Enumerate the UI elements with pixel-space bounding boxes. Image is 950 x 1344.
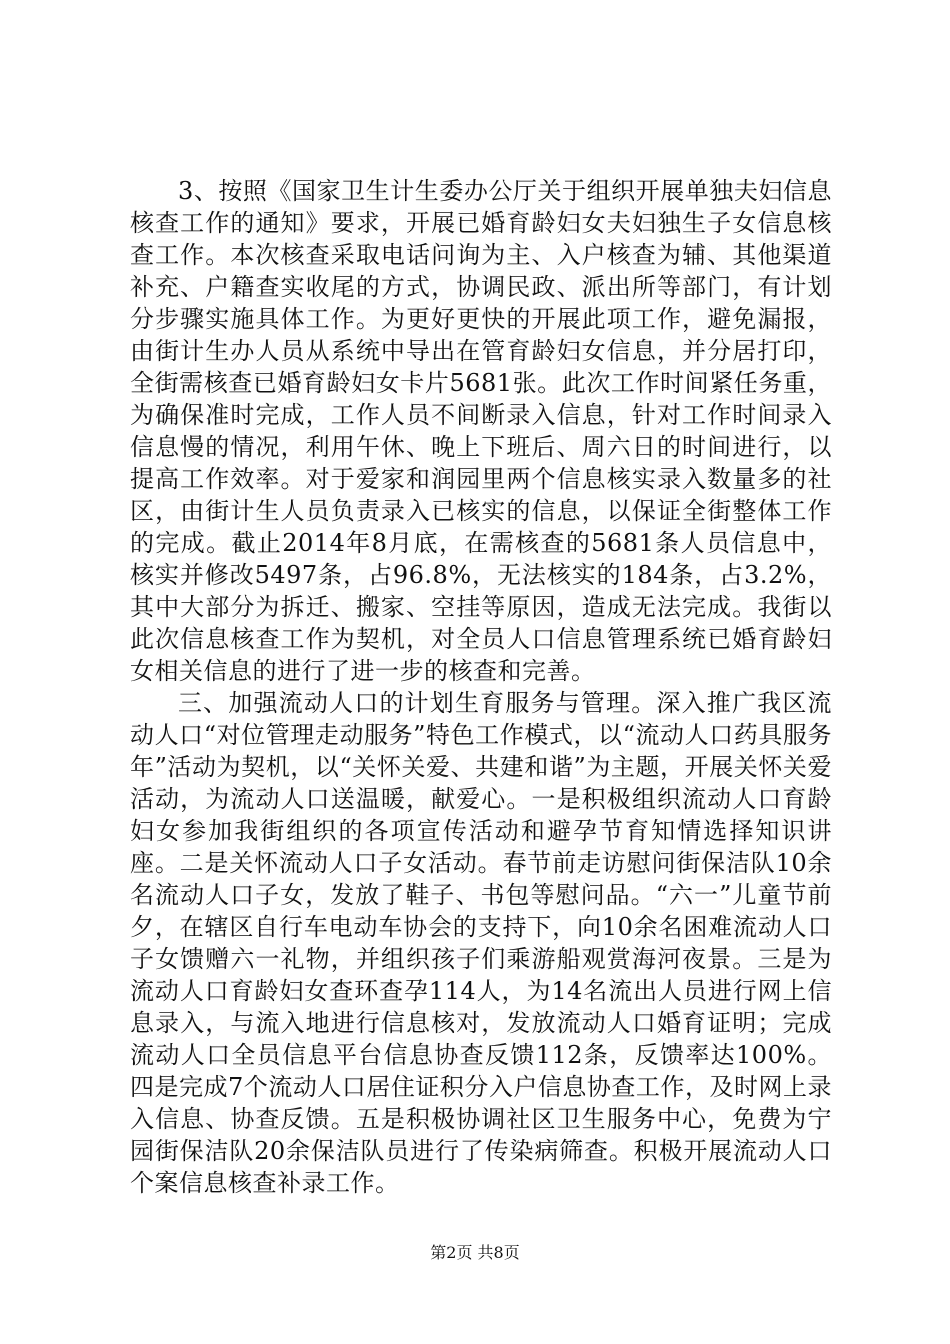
document-body	[130, 175, 832, 1199]
page-footer: 第2页 共8页	[430, 1243, 520, 1262]
paragraph-floating-population: 三、加强流动人口的计划生育服务与管理。深入推广我区流动人口“对位管理走动服务”特色工作模式，以“流动人口药具服务年”活动为契机，以“关怀关爱、共建和谐”为主题，开展关怀关爱活动，为流动人口送温暖，献爱心。一是积极组织流动人口育龄妇女参加我街组织的各项宣传活动和避孕节育知情选择知识讲座。二是关怀流动人口子女活动。春节前走访慰问街保洁队10余名流动人口子女，发放了鞋子、书包等慰问品。“六一”儿童节前夕，在辖区自行车电动车协会的支持下，向10余名困难流动人口子女馈赠六一礼物，并组织孩子们乘游船观赏海河夜景。三是为流动人口育龄妇女查环查孕114人，为14名流出人员进行网上信息录入，与流入地进行信息核对，发放流动人口婚育证明；完成流动人口全员信息平台信息协查反馈112条，反馈率达100%。四是完成7个流动人口居住证积分入户信息协查工作，及时网上录入信息、协查反馈。五是积极协调社区卫生服务中心，免费为宁园街保洁队20余保洁队员进行了传染病筛查。积极开展流动人口个案信息核查补录工作。	[130, 689, 832, 1197]
paragraph-info-verification: 3、按照《国家卫生计生委办公厅关于组织开展单独夫妇信息核查工作的通知》要求，开展已婚育龄妇女夫妇独生子女信息核查工作。本次核查采取电话问询为主、入户核查为辅、其他渠道补充、户籍查实收尾的方式，协调民政、派出所等部门，有计划分步骤实施具体工作。为更好更快的开展此项工作，避免漏报，由街计生办人员从系统中导出在管育龄妇女信息，并分居打印，全街需核查已婚育龄妇女卡片5681张。此次工作时间紧任务重，为确保准时完成，工作人员不间断录入信息，针对工作时间录入信息慢的情况，利用午休、晚上下班后、周六日的时间进行，以提高工作效率。对于爱家和润园里两个信息核实录入数量多的社区，由街计生人员负责录入已核实的信息，以保证全街整体工作的完成。截止2014年8月底，在需核查的5681条人员信息中，核实并修改5497条，占96.8%，无法核实的184条，占3.2%，其中大部分为拆迁、搬家、空挂等原因，造成无法完成。我街以此次信息核查工作为契机，对全员人口信息管理系统已婚育龄妇女相关信息的进行了进一步的核查和完善。	[130, 177, 832, 685]
